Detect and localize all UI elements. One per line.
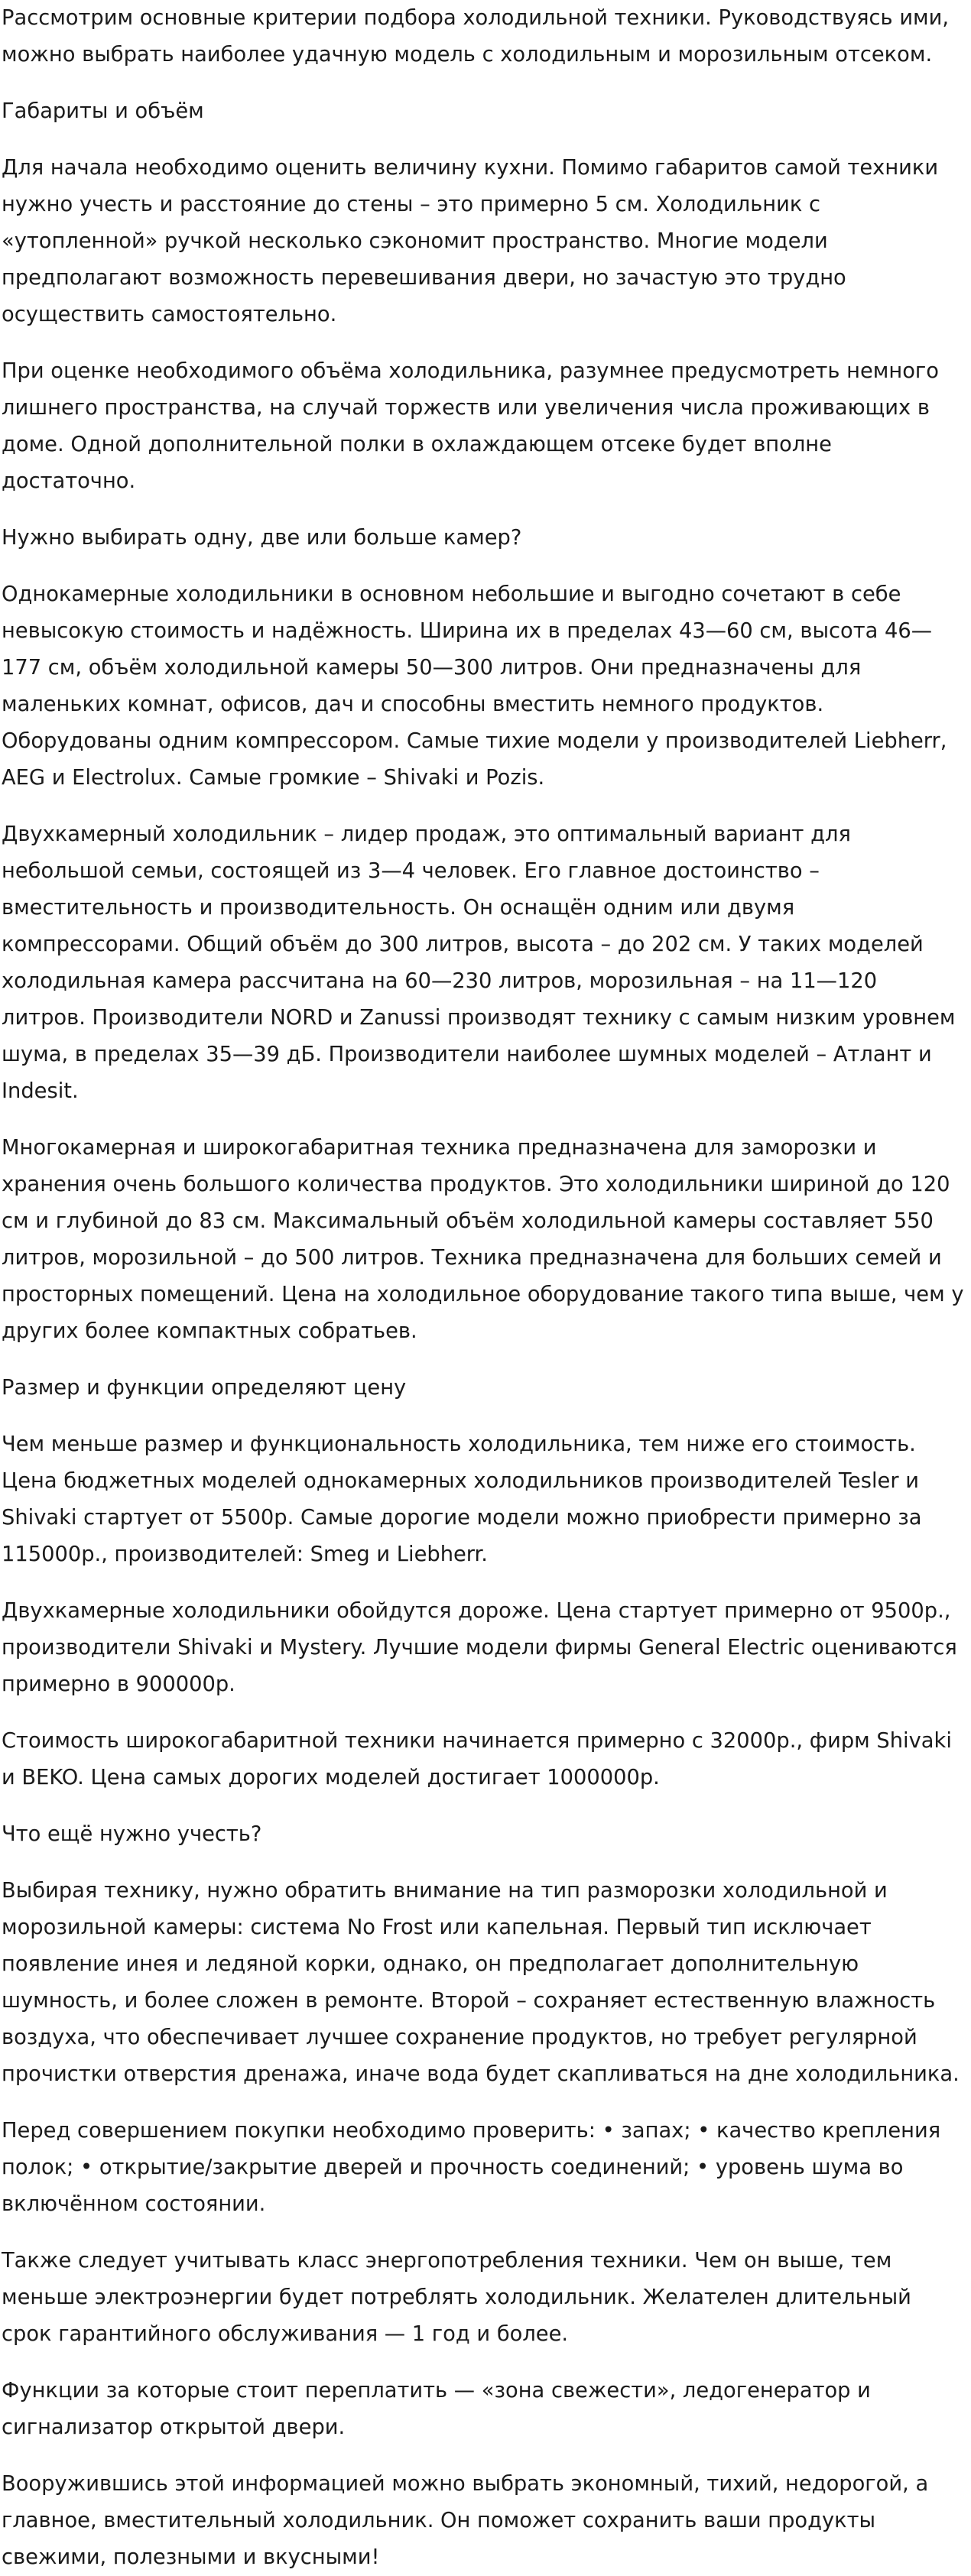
- section-heading-size-volume: Габариты и объём: [2, 99, 204, 123]
- paragraph-single-chamber: Однокамерные холодильники в основном небольшие и выгодно сочетают в себе невысокую стоимость и надёжность. Ширина их в пределах 43—60 см, высота 46—177 см, объём холодильной камеры 50—300 литров. Они предназначены для маленьких комнат, офисов, дач и способны вместить немного продуктов. Оборудованы одним компрессором. Самые тихие модели у производителей Liebherr, AEG и Electrolux. Самые громкие – Shivaki и Pozis.: [2, 582, 947, 790]
- paragraph-defrost: Выбирая технику, нужно обратить внимание на тип разморозки холодильной и морозильной камеры: система No Frost или капельная. Первый тип исключает появление инея и ледяной корки, однако, он предполагает дополнительную шумность, и более сложен в ремонте. Второй – сохраняет естественную влажность воздуха, что обеспечивает лучшее сохранение продуктов, но требует регулярной прочистки отверстия дренажа, иначе вода будет скапливаться на дне холодильника.: [2, 1879, 960, 2086]
- paragraph-checklist: Перед совершением покупки необходимо проверить: • запах; • качество крепления полок; • открытие/закрытие дверей и прочность соединений; • уровень шума во включённом состоянии.: [2, 2119, 941, 2216]
- paragraph-features: Функции за которые стоит переплатить — «зона свежести», ледогенератор и сигнализатор открытой двери.: [2, 2379, 871, 2439]
- paragraph-price-wide: Стоимость широкогабаритной техники начинается примерно с 32000р., фирм Shivaki и BEKO. Цена самых дорогих моделей достигает 1000000р.: [2, 1729, 952, 1789]
- paragraph-volume: При оценке необходимого объёма холодильника, разумнее предусмотреть немного лишнего пространства, на случай торжеств или увеличения числа проживающих в доме. Одной дополнительной полки в охлаждающем отсеке будет вполне достаточно.: [2, 359, 939, 493]
- section-heading-more: Что ещё нужно учесть?: [2, 1822, 262, 1846]
- paragraph-conclusion: Вооружившись этой информацией можно выбрать экономный, тихий, недорогой, а главное, вместительный холодильник. Он поможет сохранить ваши продукты свежими, полезными и вкусными!: [2, 2472, 929, 2569]
- section-heading-chambers: Нужно выбирать одну, две или больше камер?: [2, 526, 522, 550]
- paragraph-kitchen-size: Для начала необходимо оценить величину кухни. Помимо габаритов самой техники нужно учесть и расстояние до стены – это примерно 5 см. Холодильник с «утопленной» ручкой несколько сэкономит пространство. Многие модели предполагают возможность перевешивания двери, но зачастую это трудно осуществить самостоятельно.: [2, 156, 939, 326]
- intro-paragraph: Рассмотрим основные критерии подбора холодильной техники. Руководствуясь ими, можно выбрать наиболее удачную модель с холодильным и морозильным отсеком.: [2, 6, 950, 67]
- paragraph-multi-chamber: Многокамерная и широкогабаритная техника предназначена для заморозки и хранения очень большого количества продуктов. Это холодильники шириной до 120 см и глубиной до 83 см. Максимальный объём холодильной камеры составляет 550 литров, морозильной – до 500 литров. Техника предназначена для больших семей и просторных помещений. Цена на холодильное оборудование такого типа выше, чем у других более компактных собратьев.: [2, 1136, 964, 1343]
- paragraph-price-double: Двухкамерные холодильники обойдутся дороже. Цена стартует примерно от 9500р., производители Shivaki и Mystery. Лучшие модели фирмы General Electric оцениваются примерно в 900000р.: [2, 1599, 957, 1696]
- paragraph-two-chamber: Двухкамерный холодильник – лидер продаж, это оптимальный вариант для небольшой семьи, состоящей из 3—4 человек. Его главное достоинство – вместительность и производительность. Он оснащён одним или двумя компрессорами. Общий объём до 300 литров, высота – до 202 см. У таких моделей холодильная камера рассчитана на 60—230 литров, морозильная – на 11—120 литров. Производители NORD и Zanussi производят технику с самым низким уровнем шума, в пределах 35—39 дБ. Производители наиболее шумных моделей – Атлант и Indesit.: [2, 822, 956, 1103]
- section-heading-price: Размер и функции определяют цену: [2, 1376, 407, 1400]
- paragraph-price-single: Чем меньше размер и функциональность холодильника, тем ниже его стоимость. Цена бюджетных моделей однокамерных холодильников производителей Tesler и Shivaki стартует от 5500р. Самые дорогие модели можно приобрести примерно за 115000р., производителей: Smeg и Liebherr.: [2, 1432, 922, 1566]
- paragraph-energy-class: Также следует учитывать класс энергопотребления техники. Чем он выше, тем меньше электроэнергии будет потреблять холодильник. Желателен длительный срок гарантийного обслуживания — 1 год и более.: [2, 2249, 911, 2346]
